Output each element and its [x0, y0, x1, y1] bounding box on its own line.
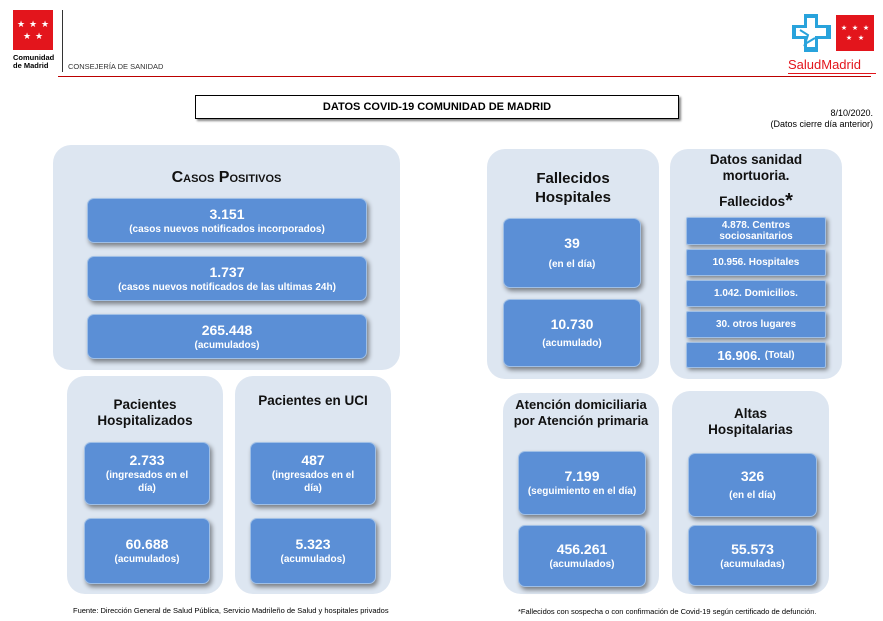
mortuoria-item-hospitales: [686, 249, 826, 276]
card-value: 326: [740, 468, 765, 484]
item-label: 10.956. Hospitales: [712, 257, 800, 268]
consejeria-label: CONSEJERÍA DE SANIDAD: [68, 62, 164, 71]
card-value: 7.199: [564, 468, 600, 484]
fallecidos-hospitales-title: Fallecidos Hospitales: [535, 170, 611, 206]
comunidad-madrid-logo: [13, 10, 173, 74]
card-label: (ingresados en el día): [271, 470, 355, 494]
wordmark-underline: [788, 73, 876, 74]
domiciliaria-title: Atención domiciliaria por Atención primaria: [513, 397, 649, 428]
card-value: 5.323: [295, 536, 331, 552]
svg-text:★: ★: [845, 34, 853, 42]
svg-text:★: ★: [857, 34, 865, 42]
footer-source: Fuente: Dirección General de Salud Pública, Servicio Madrileño de Salud y hospitales privados: [73, 606, 389, 615]
altas-dia-card: [688, 453, 817, 517]
svg-text:★: ★: [840, 24, 848, 32]
mortuoria-item-otros-lugares: [686, 311, 826, 338]
casos-positivos-title: Casos Positivos: [171, 169, 282, 186]
card-label: (acumuladas): [720, 558, 785, 570]
card-label: (acumulados): [549, 559, 615, 570]
stars-icon: [13, 10, 53, 50]
card-label: (acumulados): [280, 554, 346, 565]
svg-text:★: ★: [34, 32, 44, 42]
hospitalizados-dia-card: [84, 442, 210, 505]
altas-hospitalarias-panel: [672, 391, 829, 594]
date-value: 8/10/2020.: [830, 108, 873, 118]
page-title: [195, 95, 679, 119]
mortuoria-item-domicilios: [686, 280, 826, 307]
casos-acumulados-card: [87, 314, 367, 359]
total-label: (Total): [764, 349, 795, 361]
card-value: 3.151: [209, 205, 245, 222]
svg-text:★: ★: [28, 20, 38, 30]
salud-madrid-wordmark: SaludMadrid: [788, 57, 861, 72]
card-value: 10.730: [550, 316, 594, 332]
uci-dia-card: [250, 442, 376, 505]
uci-panel: [235, 376, 391, 594]
card-label: (en el día): [548, 259, 596, 270]
mortuoria-title-line1: Datos sanidad: [709, 152, 803, 167]
card-value: 265.448: [201, 321, 253, 338]
uci-title: Pacientes en UCI: [258, 393, 368, 408]
uci-acumulados-card: [250, 518, 376, 584]
item-label: 4.878. Centros sociosanitarios: [719, 220, 793, 242]
mortuoria-total: [686, 342, 826, 368]
casos-nuevos-24h-card: [87, 256, 367, 301]
item-label: 1.042. Domicilios.: [714, 288, 798, 299]
logo-text-line1: Comunidad: [13, 53, 55, 62]
salud-madrid-logo: [788, 12, 878, 74]
mortuoria-title: [670, 152, 842, 184]
casos-nuevos-incorporados-card: [87, 198, 367, 243]
hospitalizados-acumulados-card: [84, 518, 210, 584]
card-value: 1.737: [209, 263, 245, 280]
altas-title: Altas Hospitalarias: [708, 406, 793, 437]
svg-text:★: ★: [862, 24, 870, 32]
casos-positivos-panel: [53, 145, 400, 370]
card-label: (ingresados en el día): [105, 470, 189, 494]
hospitalizados-title: Pacientes Hospitalizados: [97, 397, 193, 428]
asterisk: *: [785, 190, 793, 212]
domiciliaria-acumulados-card: [518, 525, 646, 587]
card-label: (en el día): [729, 490, 776, 501]
card-value: 487: [301, 452, 325, 468]
card-label: (casos nuevos notificados incorporados): [129, 223, 325, 235]
atencion-domiciliaria-panel: [503, 393, 659, 594]
card-label: (casos nuevos notificados de las ultimas 24h): [118, 281, 336, 293]
card-label: (seguimiento en el día): [527, 486, 637, 497]
mortuoria-title-line2: mortuoria.: [722, 168, 790, 183]
card-value: 2.733: [129, 452, 165, 468]
header-rule: [58, 76, 871, 77]
footer-note: *Fallecidos con sospecha o con confirmación de Covid-19 según certificado de defunción.: [518, 607, 817, 616]
mortuoria-subtitle: [670, 190, 842, 212]
card-label: (acumulado): [542, 338, 602, 349]
card-value: 456.261: [556, 541, 608, 557]
fallecidos-acumulado-card: [503, 299, 641, 367]
card-value: 55.573: [731, 540, 774, 557]
hospitalizados-panel: [67, 376, 223, 594]
page-title-text: DATOS COVID-19 COMUNIDAD DE MADRID: [322, 101, 552, 113]
date-block: [770, 108, 873, 130]
card-value: 39: [564, 235, 580, 251]
logo-divider: [62, 10, 63, 72]
fallecidos-hospitales-panel: [487, 149, 659, 379]
card-label: (acumulados): [194, 339, 260, 351]
madrid-flag: [13, 10, 53, 50]
mortuoria-subtitle-text: Fallecidos: [719, 194, 786, 209]
item-label: 30. otros lugares: [715, 319, 797, 330]
fallecidos-dia-card: [503, 218, 641, 288]
logo-text-line2: de Madrid: [13, 61, 49, 70]
salud-flag: [836, 15, 874, 51]
altas-acumuladas-card: [688, 525, 817, 586]
sanidad-mortuoria-panel: [670, 149, 842, 379]
svg-text:★: ★: [40, 20, 50, 30]
date-note: (Datos cierre día anterior): [770, 119, 873, 129]
svg-text:★: ★: [851, 24, 859, 32]
mortuoria-item-sociosanitarios: [686, 217, 826, 245]
card-value: 60.688: [125, 536, 169, 552]
total-value: 16.906.: [717, 347, 761, 363]
svg-text:★: ★: [22, 32, 32, 42]
card-label: (acumulados): [114, 554, 180, 565]
salud-cross-icon: [790, 12, 834, 56]
stars-icon: [836, 15, 874, 51]
svg-text:★: ★: [16, 20, 26, 30]
domiciliaria-dia-card: [518, 451, 646, 515]
